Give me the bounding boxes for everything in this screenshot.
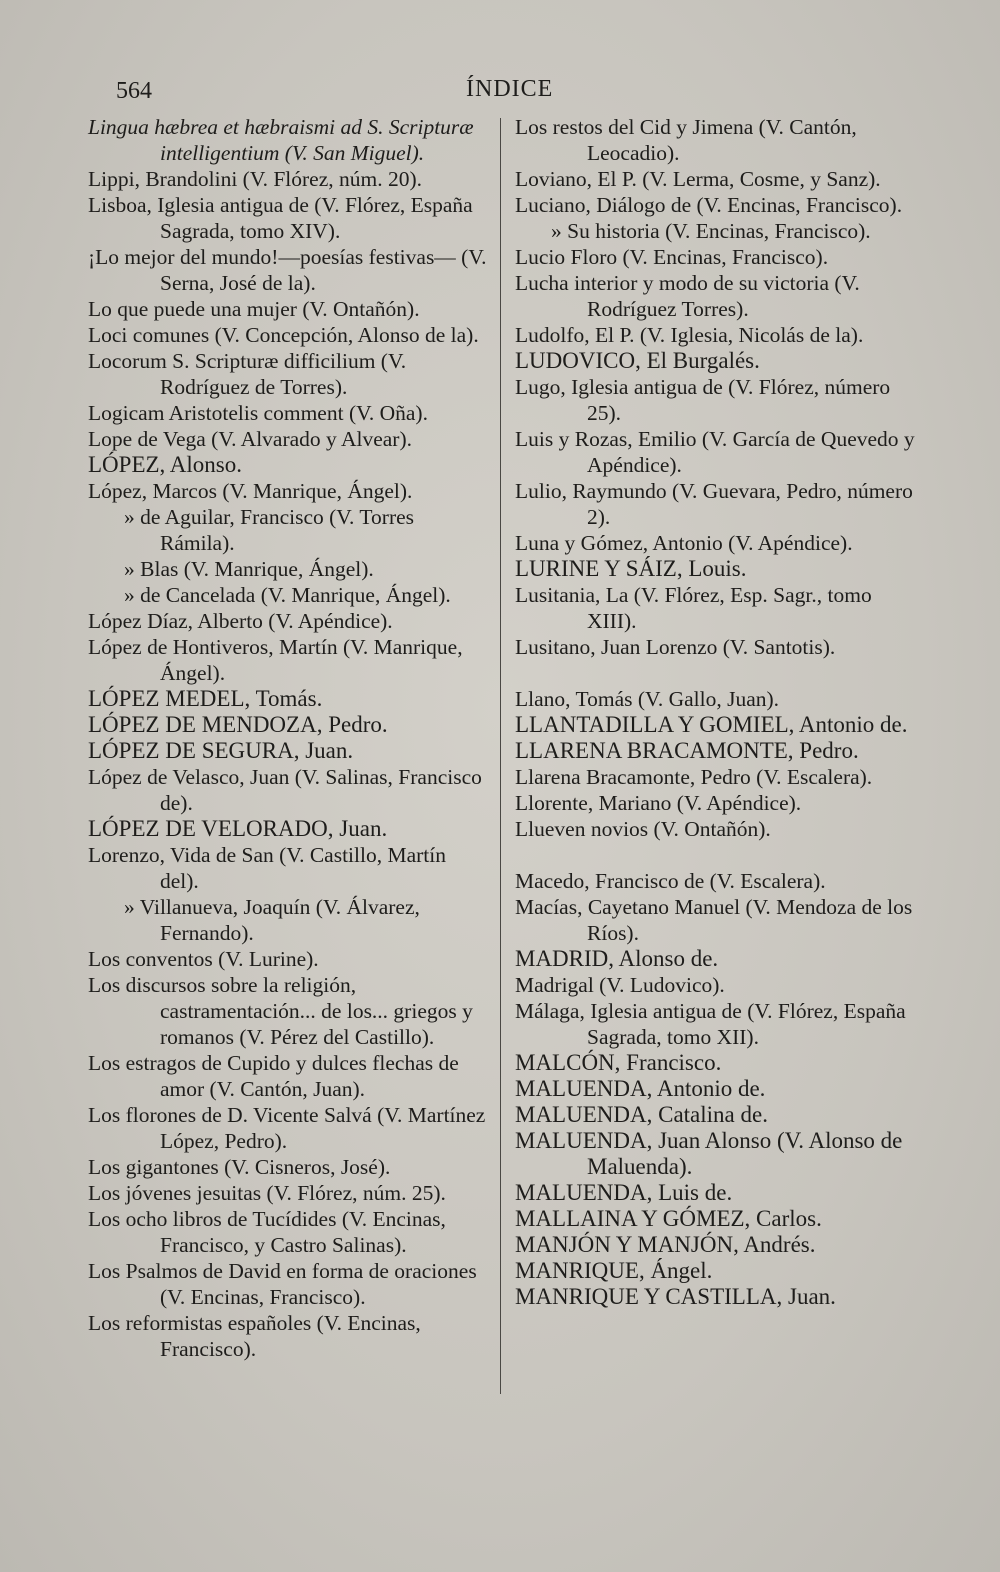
index-entry: Ludolfo, El P. (V. Iglesia, Nicolás de la). <box>515 323 864 347</box>
index-entry: Los gigantones (V. Cisneros, José). <box>88 1155 391 1179</box>
index-entry: LLANTADILLA Y GOMIEL, Antonio de. <box>515 712 908 737</box>
index-entry: Lorenzo, Vida de San (V. Castillo, Martín del). <box>88 843 446 893</box>
index-entry: MANJÓN Y MANJÓN, Andrés. <box>515 1232 816 1257</box>
running-head: ÍNDICE <box>466 76 554 102</box>
index-entry: Lippi, Brandolini (V. Flórez, núm. 20). <box>88 167 423 191</box>
index-entry: Málaga, Iglesia antigua de (V. Flórez, España Sagrada, tomo XII). <box>515 999 906 1049</box>
index-entry: Lo que puede una mujer (V. Ontañón). <box>88 297 420 321</box>
index-entry: Lope de Vega (V. Alvarado y Alvear). <box>88 427 413 451</box>
index-entry: ¡Lo mejor del mundo!—poesías festivas— (V. Serna, José de la). <box>88 245 487 295</box>
index-subentry: » de Aguilar, Francisco (V. Torres Rámila). <box>124 505 415 555</box>
index-entry: Los jóvenes jesuitas (V. Flórez, núm. 25). <box>88 1181 446 1205</box>
index-entry: López, Marcos (V. Manrique, Ángel). <box>88 479 413 503</box>
index-entry: Lucha interior y modo de su victoria (V. Rodríguez Torres). <box>515 271 860 321</box>
index-entry: López de Hontiveros, Martín (V. Manrique, Ángel). <box>88 635 463 685</box>
index-entry: Loviano, El P. (V. Lerma, Cosme, y Sanz). <box>515 167 881 191</box>
index-entry: Llarena Bracamonte, Pedro (V. Escalera). <box>515 765 873 789</box>
index-entry: Los florones de D. Vicente Salvá (V. Martínez López, Pedro). <box>88 1103 486 1153</box>
index-subentry: » Villanueva, Joaquín (V. Álvarez, Fernando). <box>124 895 420 945</box>
index-entry: Luciano, Diálogo de (V. Encinas, Francisco). <box>515 193 903 217</box>
index-entry: Lucio Floro (V. Encinas, Francisco). <box>515 245 829 269</box>
index-subentry: » Blas (V. Manrique, Ángel). <box>124 557 374 581</box>
index-entry: Lingua hæbrea et hæbraismi ad S. Scripturæ intelligentium (V. San Miguel). <box>88 115 474 165</box>
index-entry: Lugo, Iglesia antigua de (V. Flórez, número 25). <box>515 375 891 425</box>
index-entry: LÓPEZ, Alonso. <box>88 452 242 477</box>
index-entry: Loci comunes (V. Concepción, Alonso de la). <box>88 323 479 347</box>
index-entry: Los restos del Cid y Jimena (V. Cantón, Leocadio). <box>515 115 857 165</box>
index-entry: MALUENDA, Antonio de. <box>515 1076 766 1101</box>
index-entry: Lusitano, Juan Lorenzo (V. Santotis). <box>515 635 836 659</box>
index-entry: Macías, Cayetano Manuel (V. Mendoza de los Ríos). <box>515 895 913 945</box>
index-entry: Los discursos sobre la religión, castramentación... de los... griegos y romanos (V. Pérez del Castillo). <box>88 973 473 1049</box>
index-entry: MANRIQUE, Ángel. <box>515 1258 713 1283</box>
index-entry: LURINE Y SÁIZ, Louis. <box>515 556 747 581</box>
right-column <box>515 114 925 1310</box>
index-entry: MADRID, Alonso de. <box>515 946 719 971</box>
index-entry: Llano, Tomás (V. Gallo, Juan). <box>515 687 780 711</box>
index-entry: LUDOVICO, El Burgalés. <box>515 348 760 373</box>
index-entry: Luis y Rozas, Emilio (V. García de Quevedo y Apéndice). <box>515 427 915 477</box>
index-entry: Los estragos de Cupido y dulces flechas de amor (V. Cantón, Juan). <box>88 1051 459 1101</box>
index-entry: Logicam Aristotelis comment (V. Oña). <box>88 401 428 425</box>
index-entry: Luna y Gómez, Antonio (V. Apéndice). <box>515 531 853 555</box>
index-entry: Locorum S. Scripturæ difficilium (V. Rodríguez de Torres). <box>88 349 407 399</box>
index-entry: LLARENA BRACAMONTE, Pedro. <box>515 738 859 763</box>
index-entry: Madrigal (V. Ludovico). <box>515 973 725 997</box>
index-entry: Llorente, Mariano (V. Apéndice). <box>515 791 802 815</box>
index-subentry: » de Cancelada (V. Manrique, Ángel). <box>124 583 451 607</box>
index-entry: LÓPEZ DE VELORADO, Juan. <box>88 816 388 841</box>
index-entry: Llueven novios (V. Ontañón). <box>515 817 771 841</box>
index-entry: Los reformistas españoles (V. Encinas, Francisco). <box>88 1311 421 1361</box>
index-entry: LÓPEZ DE MENDOZA, Pedro. <box>88 712 388 737</box>
index-entry: MALUENDA, Juan Alonso (V. Alonso de Maluenda). <box>515 1128 903 1179</box>
index-entry: MALUENDA, Catalina de. <box>515 1102 768 1127</box>
index-entry: MALLAINA Y GÓMEZ, Carlos. <box>515 1206 822 1231</box>
index-entry: MALUENDA, Luis de. <box>515 1180 733 1205</box>
index-entry: MANRIQUE Y CASTILLA, Juan. <box>515 1284 836 1309</box>
index-entry: López Díaz, Alberto (V. Apéndice). <box>88 609 393 633</box>
index-entry: LÓPEZ MEDEL, Tomás. <box>88 686 323 711</box>
index-entry: Macedo, Francisco de (V. Escalera). <box>515 869 826 893</box>
index-entry: Los Psalmos de David en forma de oraciones (V. Encinas, Francisco). <box>88 1259 477 1309</box>
index-entry: Lisboa, Iglesia antigua de (V. Flórez, España Sagrada, tomo XIV). <box>88 193 473 243</box>
index-entry: Los conventos (V. Lurine). <box>88 947 319 971</box>
index-subentry: » Su historia (V. Encinas, Francisco). <box>551 219 871 243</box>
section-gap <box>515 660 925 686</box>
index-entry: Lusitania, La (V. Flórez, Esp. Sagr., tomo XIII). <box>515 583 872 633</box>
index-entry: MALCÓN, Francisco. <box>515 1050 722 1075</box>
index-entry: Lulio, Raymundo (V. Guevara, Pedro, número 2). <box>515 479 913 529</box>
left-column <box>88 114 488 1362</box>
page-number: 564 <box>116 78 152 104</box>
section-gap <box>515 842 925 868</box>
index-entry: Los ocho libros de Tucídides (V. Encinas, Francisco, y Castro Salinas). <box>88 1207 446 1257</box>
index-entry: López de Velasco, Juan (V. Salinas, Francisco de). <box>88 765 482 815</box>
index-entry: LÓPEZ DE SEGURA, Juan. <box>88 738 354 763</box>
column-divider <box>500 118 501 1394</box>
